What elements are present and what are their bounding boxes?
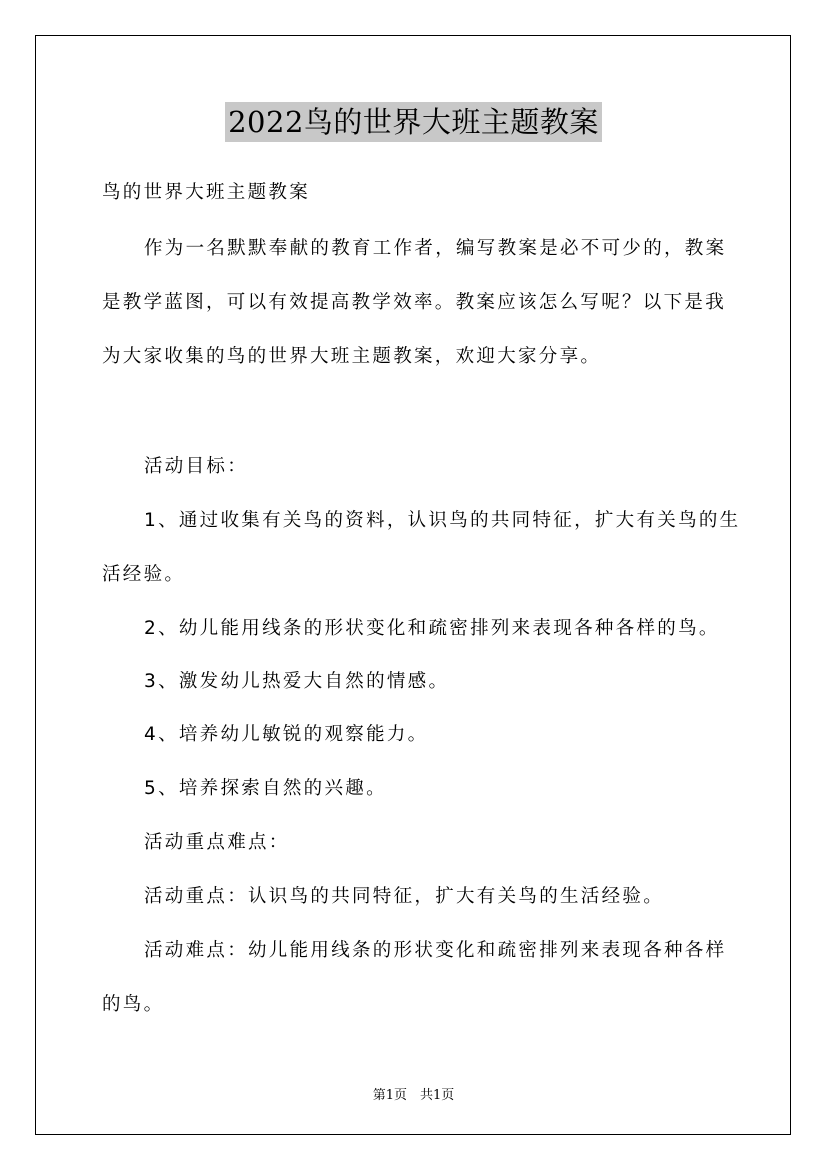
goals-heading: 活动目标：	[144, 456, 249, 477]
difficulty-line-2: 的鸟。	[102, 994, 165, 1015]
title-container	[0, 102, 827, 142]
page-number: 第1页 共1页	[372, 1088, 455, 1103]
goal-item-5: 5、培养探索自然的兴趣。	[144, 778, 387, 799]
document-title: 2022鸟的世界大班主题教案	[225, 102, 602, 142]
key-points-heading: 活动重点难点：	[144, 832, 290, 853]
goal-item-2: 2、幼儿能用线条的形状变化和疏密排列来表现各种各样的鸟。	[144, 618, 720, 639]
focus-point: 活动重点：认识鸟的共同特征，扩大有关鸟的生活经验。	[144, 886, 665, 907]
intro-line-3: 为大家收集的鸟的世界大班主题教案，欢迎大家分享。	[102, 346, 602, 367]
goal-item-1-line-1: 1、通过收集有关鸟的资料，认识鸟的共同特征，扩大有关鸟的生	[144, 510, 741, 531]
document-subtitle: 鸟的世界大班主题教案	[102, 182, 311, 203]
goal-item-4: 4、培养幼儿敏锐的观察能力。	[144, 724, 429, 745]
intro-line-1: 作为一名默默奉献的教育工作者，编写教案是必不可少的，教案	[144, 238, 727, 259]
goal-item-3: 3、激发幼儿热爱大自然的情感。	[144, 671, 450, 692]
goal-item-1-line-2: 活经验。	[102, 564, 186, 585]
difficulty-line-1: 活动难点：幼儿能用线条的形状变化和疏密排列来表现各种各样	[144, 940, 727, 961]
intro-line-2: 是教学蓝图，可以有效提高教学效率。教案应该怎么写呢？以下是我	[102, 292, 727, 313]
